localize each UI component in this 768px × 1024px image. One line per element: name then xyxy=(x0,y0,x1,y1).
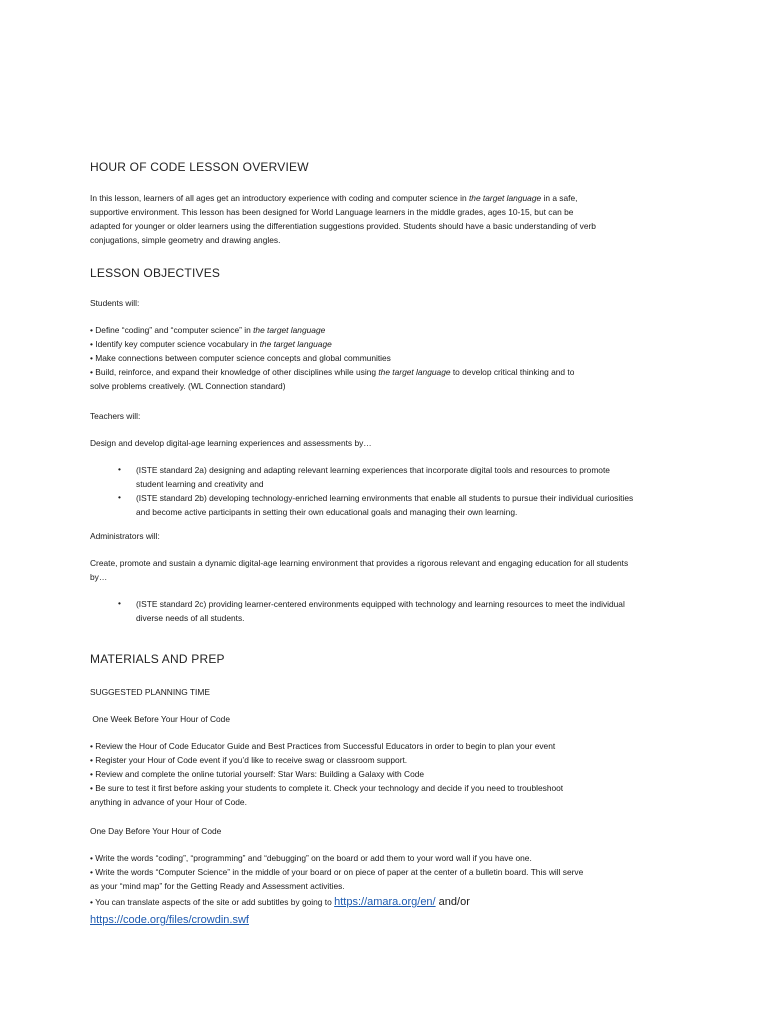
list-item: • Make connections between computer science concepts and global communities xyxy=(90,353,391,363)
list-item: • Build, reinforce, and expand their knowledge of other disciplines while using the target language to develop critical thinking and to xyxy=(90,367,575,377)
list-item-continuation: as your “mind map” for the Getting Ready and Assessment activities. xyxy=(90,881,345,891)
bullet-icon: • xyxy=(118,464,121,474)
overview-line: In this lesson, learners of all ages get an introductory experience with coding and computer science in the target language in a safe, xyxy=(90,193,578,203)
list-item: • (ISTE standard 2b) developing technology-enriched learning environments that enable all students to pursue their individual curiosities and become active participants in setting their own educational goals and managing their own learning. xyxy=(118,492,634,517)
translate-line: • You can translate aspects of the site or add subtitles by going to https://amara.org/en/ and/or https://code.org/files/crowdin.swf xyxy=(90,896,470,926)
list-item: • (ISTE standard 2a) designing and adapting relevant learning experiences that incorporate digital tools and resources to promote student learning and creativity and xyxy=(118,464,610,489)
teachers-label: Teachers will: xyxy=(90,411,141,421)
bullet-icon: • xyxy=(118,492,121,502)
overview-line: adapted for younger or older learners using the differentiation suggestions provided. Students should have a basic understanding of verb xyxy=(90,221,596,231)
list-item: • Define “coding” and “computer science” in the target language xyxy=(90,325,326,335)
list-item-continuation: anything in advance of your Hour of Code. xyxy=(90,797,247,807)
student-objectives-list xyxy=(90,323,726,393)
crowdin-link[interactable]: https://code.org/files/crowdin.swf xyxy=(90,914,249,926)
bullet-icon: • xyxy=(118,598,121,608)
objectives-heading: LESSON OBJECTIVES xyxy=(90,266,221,280)
list-item-continuation: solve problems creatively. (WL Connection standard) xyxy=(90,381,286,391)
amara-link[interactable]: https://amara.org/en/ xyxy=(334,896,436,908)
teachers-intro: Design and develop digital-age learning experiences and assessments by… xyxy=(90,438,372,448)
list-item: • Write the words “coding”, “programming” and “debugging” on the board or add them to your word wall if you have one. xyxy=(90,853,532,863)
day-before-label: One Day Before Your Hour of Code xyxy=(90,826,222,836)
teacher-objectives-list xyxy=(90,463,726,519)
planning-label: SUGGESTED PLANNING TIME xyxy=(90,687,210,697)
week-before-label: One Week Before Your Hour of Code xyxy=(90,714,230,724)
overview-heading: HOUR OF CODE LESSON OVERVIEW xyxy=(90,160,309,174)
overview-line: supportive environment. This lesson has been designed for World Language learners in the middle grades, ages 10-15, but can be xyxy=(90,207,574,217)
list-item: • Review and complete the online tutorial yourself: Star Wars: Building a Galaxy with Code xyxy=(90,769,425,779)
materials-heading: MATERIALS AND PREP xyxy=(90,652,225,666)
list-item: • Review the Hour of Code Educator Guide and Best Practices from Successful Educators in order to begin to plan your event xyxy=(90,741,556,751)
list-item: • Register your Hour of Code event if you’d like to receive swag or classroom support. xyxy=(90,755,408,765)
week-before-list xyxy=(90,739,726,809)
list-item: • (ISTE standard 2c) providing learner-centered environments equipped with technology and learning resources to meet the individual diverse needs of all students. xyxy=(118,598,625,623)
admin-objectives-list xyxy=(90,597,726,625)
list-item: • Be sure to test it first before asking your students to complete it. Check your technology and decide if you need to troubleshoot xyxy=(90,783,564,793)
students-label: Students will: xyxy=(90,298,140,308)
day-before-list xyxy=(90,851,726,893)
list-item: • Write the words “Computer Science” in the middle of your board or on piece of paper at the center of a bulletin board. This will serve xyxy=(90,867,584,877)
administrators-label: Administrators will: xyxy=(90,531,160,541)
overview-paragraph xyxy=(90,191,726,247)
overview-line: conjugations, simple geometry and drawing angles. xyxy=(90,235,281,245)
list-item: • Identify key computer science vocabulary in the target language xyxy=(90,339,332,349)
administrators-intro: Create, promote and sustain a dynamic digital-age learning environment that provides a rigorous relevant and engaging education for all students by… xyxy=(90,558,629,582)
